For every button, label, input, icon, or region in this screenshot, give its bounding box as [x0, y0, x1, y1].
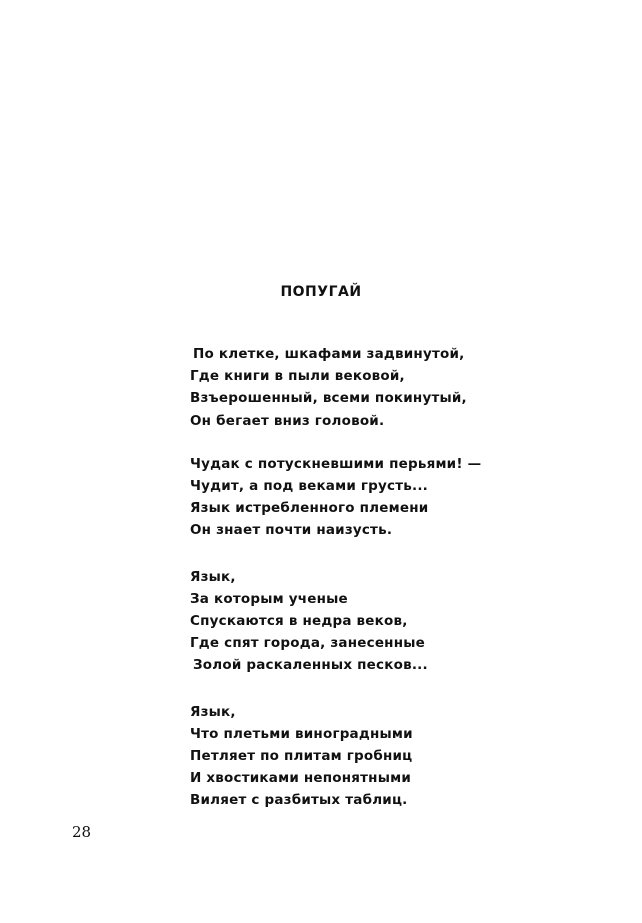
poem-line: Виляет с разбитых таблиц. — [190, 792, 408, 809]
poem-line: Язык, — [190, 568, 236, 585]
stanza-4 — [190, 701, 520, 812]
stanza-2 — [190, 453, 520, 542]
poem-line: Взъерошенный, всеми покинутый, — [190, 390, 467, 407]
poem-body — [190, 343, 520, 833]
poem-line: Спускаются в недра веков, — [190, 613, 408, 630]
poem-line: Чудит, а под веками грусть... — [190, 478, 428, 495]
poem-line: Что плетьми виноградными — [190, 725, 413, 742]
poem-title-text: ПОПУГАЙ — [280, 284, 362, 300]
poem-line: Золой раскаленных песков... — [193, 657, 428, 674]
poem-line: Где спят города, занесенные — [190, 635, 426, 652]
page-number: 28 — [72, 823, 92, 841]
poem-line: Он бегает вниз головой. — [190, 412, 385, 429]
poem-line: Петляет по плитам гробниц — [190, 748, 413, 765]
poem-line: Он знает почти наизусть. — [190, 522, 393, 539]
poem-line: Где книги в пыли вековой, — [190, 368, 405, 385]
poem-line: Язык истребленного племени — [190, 500, 429, 517]
poem-line: По клетке, шкафами задвинутой, — [193, 346, 465, 362]
poem-line: Язык, — [190, 703, 236, 720]
stanza-1 — [190, 343, 520, 432]
poem-line: И хвостиками непонятными — [190, 770, 412, 787]
poem-line: За которым ученые — [190, 590, 348, 607]
poem-title — [0, 284, 642, 300]
stanza-3 — [190, 566, 520, 677]
poem-line: Чудак с потускневшими перьями! — — [190, 455, 482, 472]
